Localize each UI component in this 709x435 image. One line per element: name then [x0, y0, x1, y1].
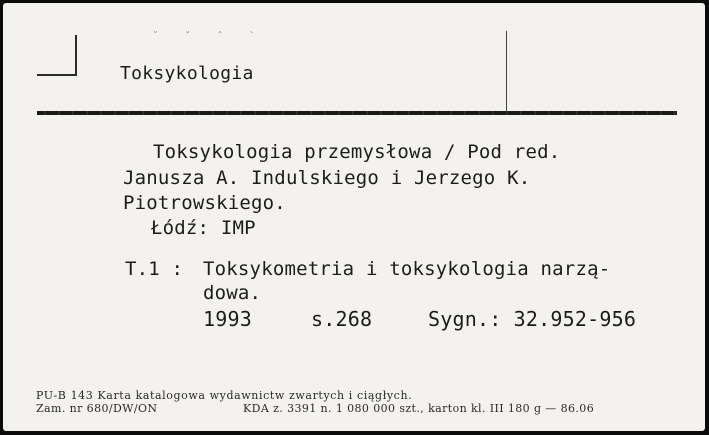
- entry-publisher: Łódź: IMP: [151, 217, 256, 239]
- volume-title-continued: dowa.: [203, 282, 262, 304]
- entry-editors-line: Janusza A. Indulskiego i Jerzego K.: [123, 167, 531, 189]
- volume-label: T.1 :: [125, 258, 184, 280]
- corner-bracket-horizontal: [37, 74, 77, 76]
- volume-title: Toksykometria i toksykologia narzą-: [203, 258, 611, 280]
- publication-year: 1993: [203, 307, 252, 331]
- footer-order-number: Zam. nr 680/DW/ON: [36, 402, 158, 415]
- header-rule: [37, 111, 677, 115]
- subject-heading: Toksykologia: [120, 63, 254, 84]
- header-divider: [506, 31, 507, 113]
- corner-bracket-vertical: [75, 35, 77, 75]
- footer-form-line: PU-B 143 Karta katalogowa wydawnictw zwartych i ciągłych.: [36, 389, 413, 402]
- catalog-card: [3, 3, 705, 431]
- entry-title-line: Toksykologia przemysłowa / Pod red.: [153, 141, 561, 163]
- page-count: s.268: [311, 307, 373, 331]
- entry-editors-line-2: Piotrowskiego.: [123, 192, 286, 214]
- footer-print-info: KDA z. 3391 n. 1 080 000 szt., karton kl. III 180 g — 86.06: [243, 402, 595, 415]
- card-smudge: ˘ ˇ ˆ ˋ: [153, 31, 267, 42]
- call-number: Sygn.: 32.952-956: [428, 307, 637, 331]
